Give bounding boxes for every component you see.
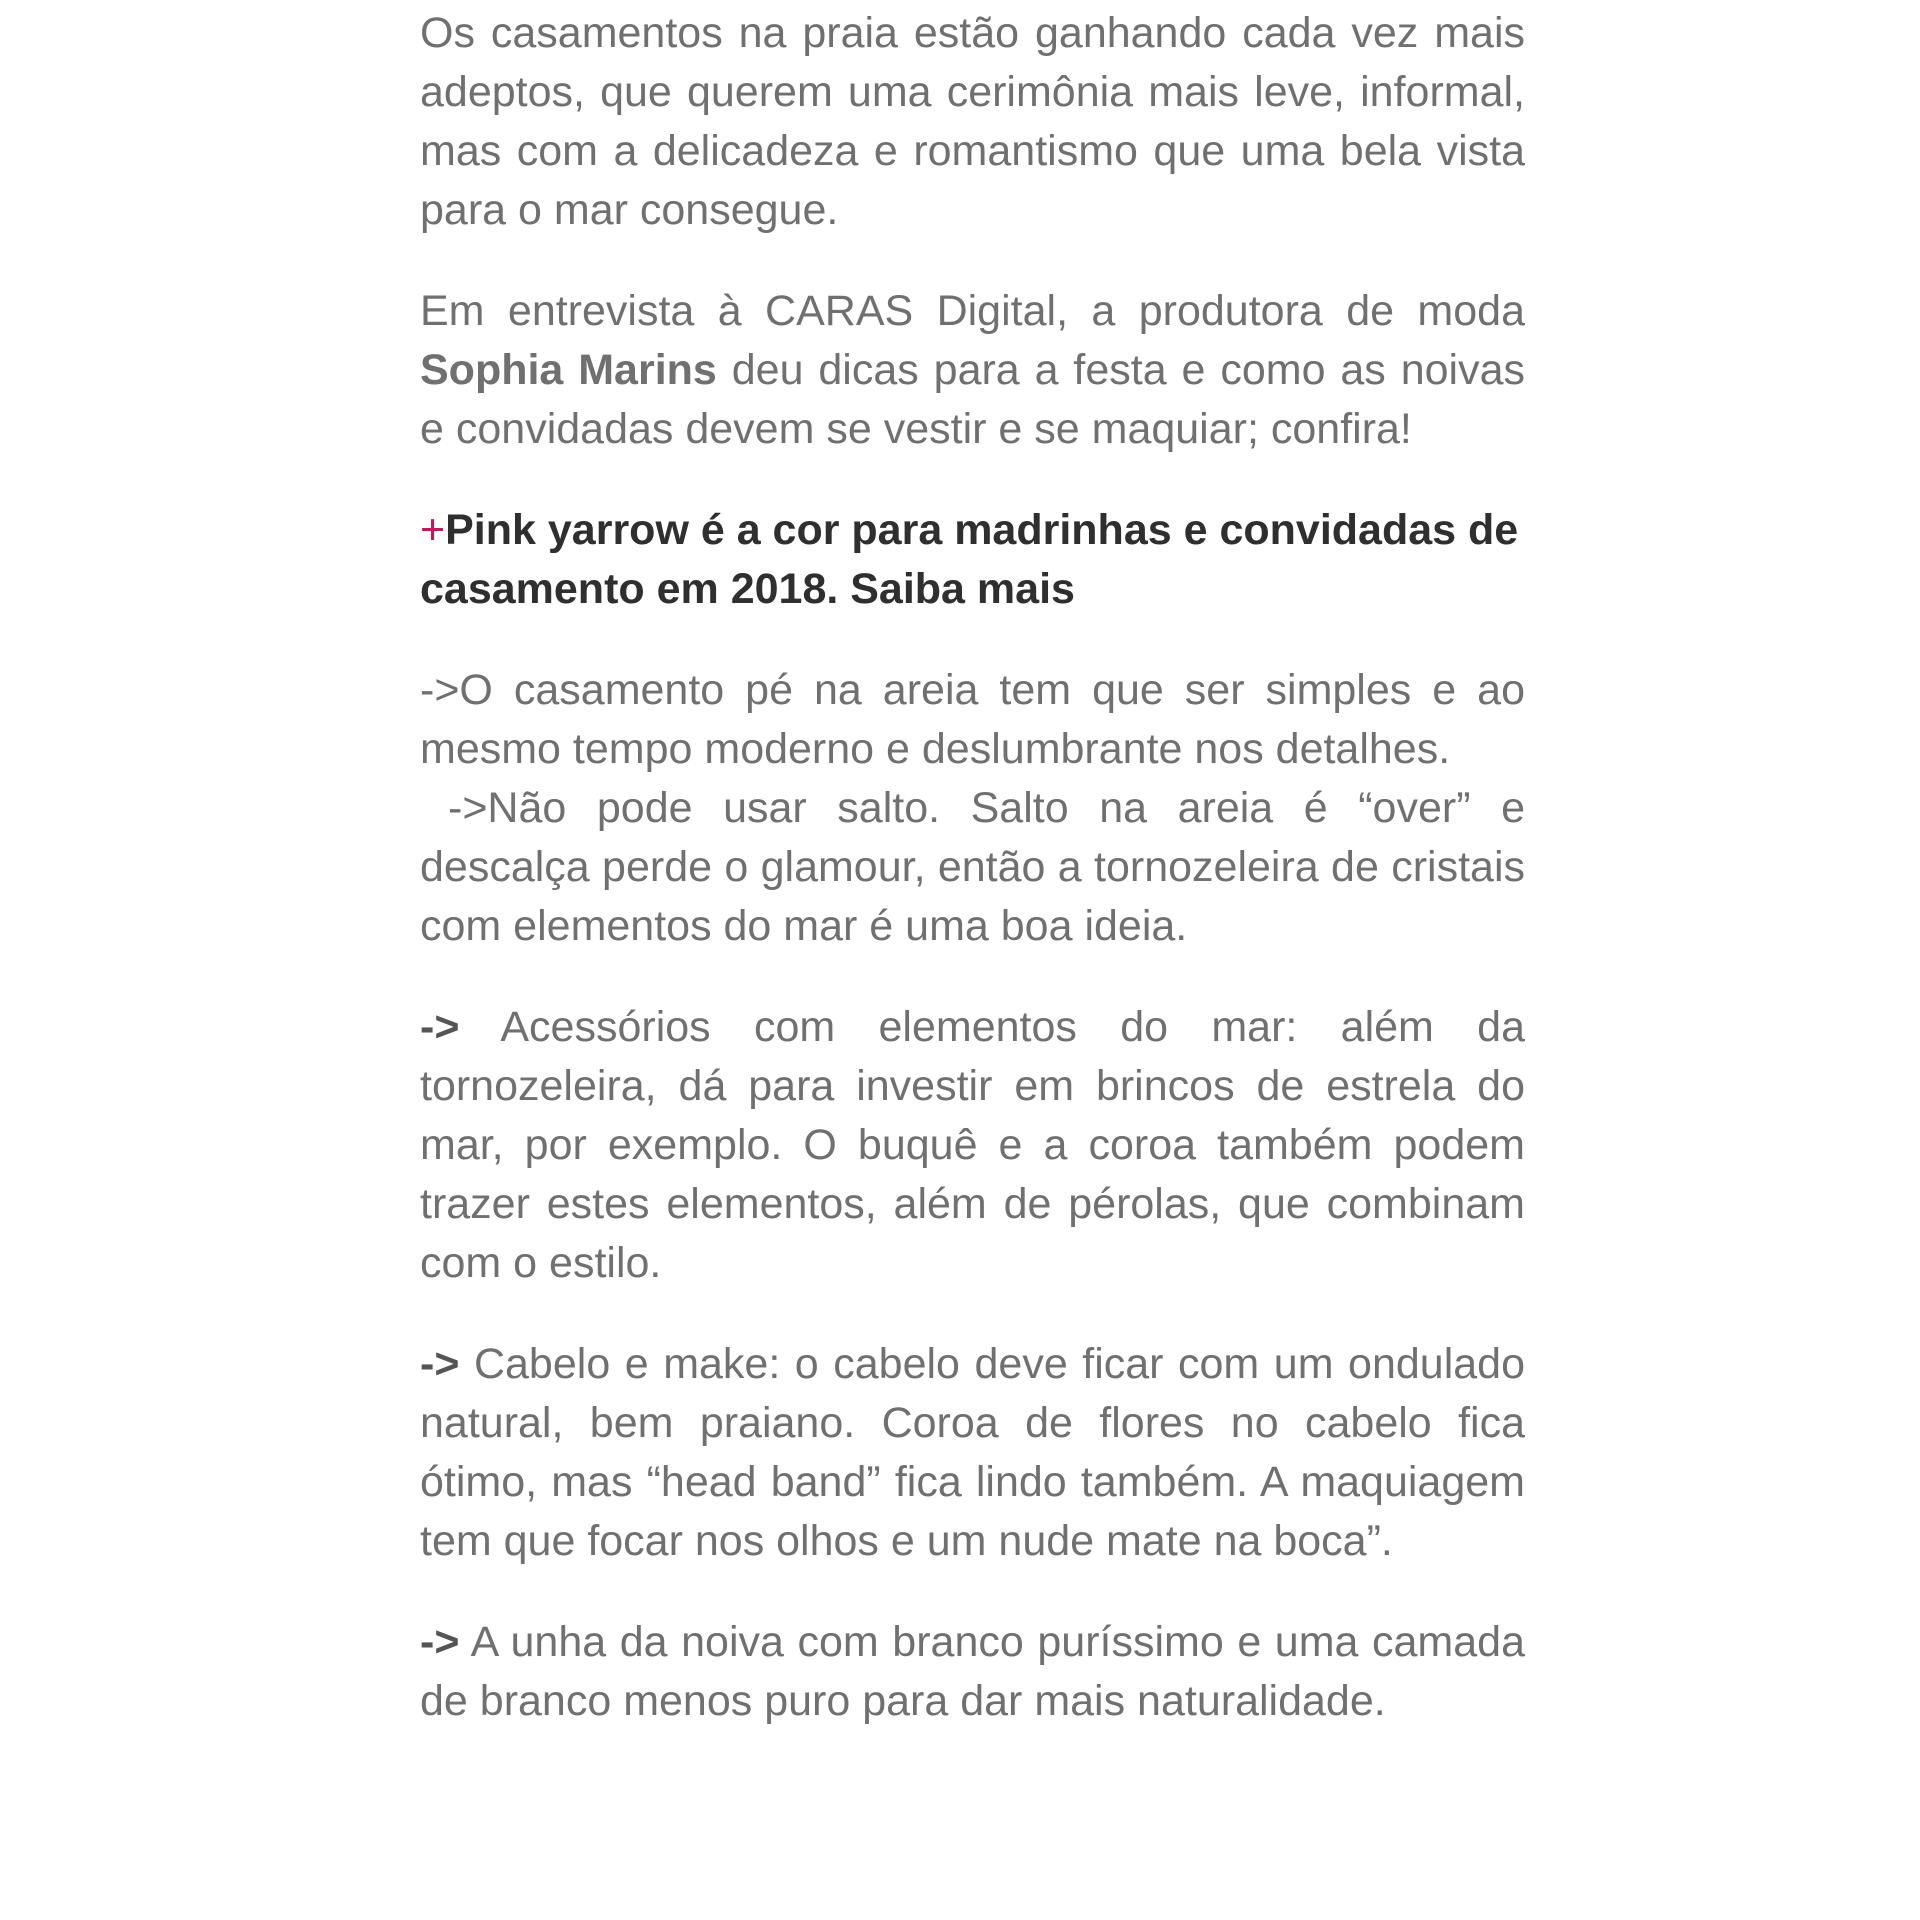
tips-paragraph-hair	[420, 1335, 1525, 1571]
tip-hair-makeup: Cabelo e make: o cabelo deve ficar com um ondulado natural, bem praiano. Coroa de flores no cabelo fica ótimo, mas “head band” fica lindo também. A maquiagem tem que focar nos olhos e um nude mate na boca”.	[420, 1340, 1525, 1565]
intro-paragraph	[420, 4, 1525, 240]
intro-text: Os casamentos na praia estão ganhando cada vez mais adeptos, que querem uma cerimônia mais leve, informal, mas com a delicadeza e romantismo que uma bela vista para o mar consegue.	[420, 9, 1525, 234]
tip-nails: A unha da noiva com branco puríssimo e uma camada de branco menos puro para dar mais naturalidade.	[420, 1618, 1525, 1725]
related-article-title[interactable]: Pink yarrow é a cor para madrinhas e convidadas de casamento em 2018. Saiba mais	[420, 506, 1519, 613]
tip-accessories: Acessórios com elementos do mar: além da tornozeleira, dá para investir em brincos de estrela do mar, por exemplo. O buquê e a coroa também podem trazer estes elementos, além de pérolas, que combinam com o estilo.	[420, 1003, 1525, 1287]
tip-simple-wedding: ->O casamento pé na areia tem que ser simples e ao mesmo tempo moderno e deslumbrante nos detalhes.	[420, 666, 1525, 773]
arrow-icon: ->	[420, 1340, 460, 1388]
interview-text-after: deu dicas para a festa e como as noivas e convidadas devem se vestir e se maquiar; confira!	[420, 346, 1526, 453]
arrow-icon: ->	[420, 1618, 460, 1666]
article-body	[420, 4, 1525, 1773]
interview-paragraph	[420, 282, 1525, 459]
tip-no-heels: ->Não pode usar salto. Salto na areia é “over” e descalça perde o glamour, então a tornozeleira de cristais com elementos do mar é uma boa ideia.	[420, 784, 1525, 950]
arrow-icon: ->	[420, 1003, 460, 1051]
related-article-link[interactable]	[420, 501, 1525, 619]
interview-text-before: Em entrevista à CARAS Digital, a produtora de moda	[420, 287, 1525, 335]
tips-paragraph-nails	[420, 1613, 1525, 1731]
tips-paragraph-1	[420, 661, 1525, 956]
plus-icon: +	[420, 506, 446, 554]
producer-name: Sophia Marins	[420, 346, 717, 394]
tips-paragraph-accessories	[420, 998, 1525, 1293]
